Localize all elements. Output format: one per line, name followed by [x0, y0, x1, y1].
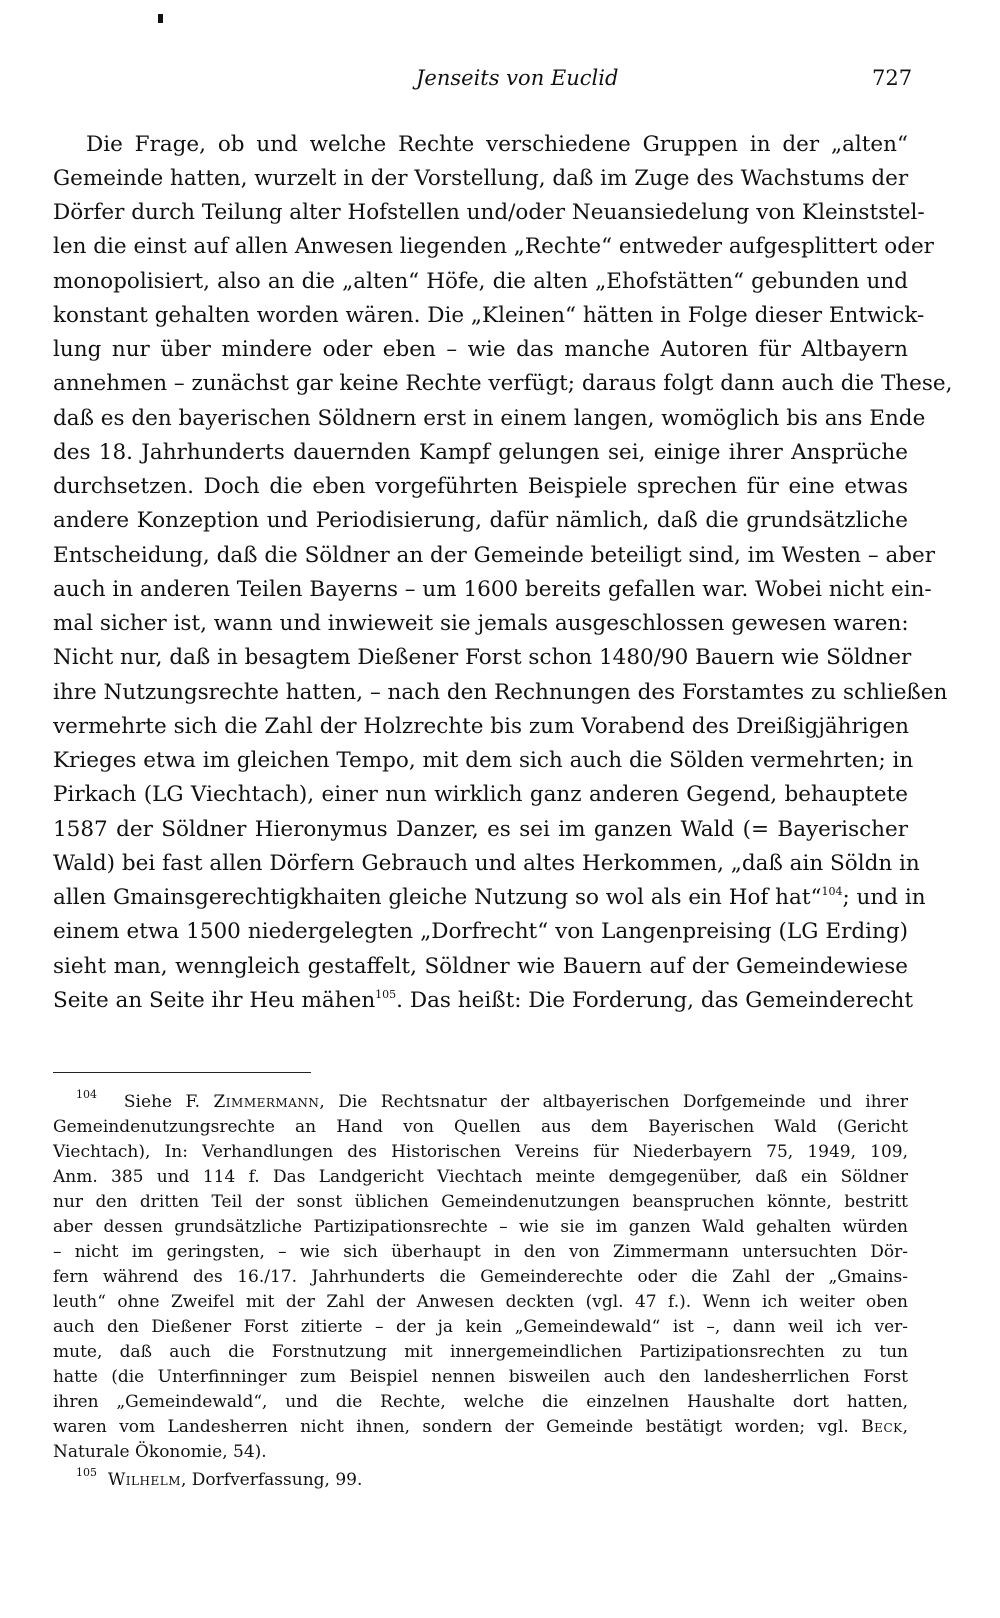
- footnote-ref-104[interactable]: 104: [821, 885, 843, 898]
- body-line: [53, 988, 914, 1013]
- body-line: vermehrte sich die Zahl der Holzrechte bis zum Vorabend des Dreißigjährigen: [53, 714, 910, 739]
- footnote-104-line: mute, daß auch die Forstnutzung mit innergemeindlichen Partizipationsrechten zu tun: [53, 1342, 908, 1362]
- body-line: konstant gehalten worden wären. Die „Kleinen“ hätten in Folge dieser Entwick-: [53, 303, 925, 328]
- running-title: Jenseits von Euclid: [416, 66, 619, 90]
- footnote-104-line: Viechtach), In: Verhandlungen des Historischen Vereins für Niederbayern 75, 1949, 109,: [53, 1142, 908, 1162]
- body-text: Seite an Seite ihr Heu mähen: [53, 988, 376, 1013]
- footnote-104-line: Gemeindenutzungsrechte an Hand von Quellen aus dem Bayerischen Wald (Gericht: [53, 1117, 908, 1137]
- body-line: lung nur über mindere oder eben – wie das manche Autoren für Altbayern: [53, 337, 908, 362]
- footnote-text: waren vom Landesherren nicht ihnen, sondern der Gemeinde bestätigt worden; vgl.: [53, 1417, 862, 1437]
- body-line: durchsetzen. Doch die eben vorgeführten Beispiele sprechen für eine etwas: [53, 474, 908, 499]
- footnote-105-line: [76, 1466, 908, 1490]
- body-text: ; und in: [842, 885, 926, 910]
- footnote-104-line: auch den Dießener Forst zitierte – der ja kein „Gemeindewald“ ist –, dann weil ich ver-: [53, 1317, 908, 1337]
- body-line: andere Konzeption und Periodisierung, dafür nämlich, daß die grundsätzliche: [53, 508, 908, 533]
- body-line: auch in anderen Teilen Bayerns – um 1600 bereits gefallen war. Wobei nicht ein-: [53, 577, 932, 602]
- body-line: einem etwa 1500 niedergelegten „Dorfrecht“ von Langenpreising (LG Erding): [53, 919, 908, 944]
- footnote-author: Beck: [861, 1417, 903, 1437]
- body-line: Entscheidung, daß die Söldner an der Gemeinde beteiligt sind, im Westen – aber: [53, 543, 936, 568]
- body-line: len die einst auf allen Anwesen liegenden „Rechte“ entweder aufgesplittert oder: [53, 234, 934, 259]
- body-line: sieht man, wenngleich gestaffelt, Söldner wie Bauern auf der Gemeindewiese: [53, 954, 908, 979]
- footnote-text: , Dorfverfassung, 99.: [180, 1470, 363, 1490]
- footnote-104-line: – nicht im geringsten, – wie sich überhaupt in den von Zimmermann untersuchten Dör-: [53, 1242, 908, 1262]
- footnote-ref-105[interactable]: 105: [375, 988, 397, 1001]
- footnote-104-line: fern während des 16./17. Jahrhunderts die Gemeinderechte oder die Zahl der „Gmains-: [53, 1267, 908, 1287]
- body-line: Wald) bei fast allen Dörfern Gebrauch und altes Herkommen, „daß ain Söldn in: [53, 851, 920, 876]
- footnote-author: Wilhelm: [107, 1470, 181, 1490]
- body-line: Gemeinde hatten, wurzelt in der Vorstellung, daß im Zuge des Wachstums der: [53, 166, 909, 191]
- footnote-author: Zimmermann: [213, 1092, 320, 1112]
- body-line: ihre Nutzungsrechte hatten, – nach den Rechnungen des Forstamtes zu schließen: [53, 680, 948, 705]
- body-line: [53, 885, 926, 910]
- footnote-104-line: ihren „Gemeindewald“, und die Rechte, welche die einzelnen Haushalte dort hatten,: [53, 1392, 908, 1412]
- body-line: annehmen – zunächst gar keine Rechte verfügt; daraus folgt dann auch die These,: [53, 371, 953, 396]
- footnote-separator: [53, 1072, 311, 1073]
- body-line: Krieges etwa im gleichen Tempo, mit dem sich auch die Sölden vermehrten; in: [53, 748, 914, 773]
- footnote-marker-104: 104: [76, 1088, 97, 1101]
- footnote-text: ,: [902, 1417, 908, 1437]
- body-line: des 18. Jahrhunderts dauernden Kampf gelungen sei, einige ihrer Ansprüche: [53, 440, 908, 465]
- footnote-104-line: nur den dritten Teil der sonst üblichen Gemeindenutzungen beanspruchen könnte, bestritt: [53, 1192, 908, 1212]
- body-line: Die Frage, ob und welche Rechte verschiedene Gruppen in der „alten“: [86, 132, 908, 157]
- footnote-104-line: [76, 1088, 908, 1112]
- body-line: Dörfer durch Teilung alter Hofstellen und/oder Neuansiedelung von Kleinststel-: [53, 200, 925, 225]
- stray-print-mark: [158, 14, 163, 23]
- body-line: monopolisiert, also an die „alten“ Höfe, die alten „Ehofstätten“ gebunden und: [53, 269, 908, 294]
- body-line: Nicht nur, daß in besagtem Dießener Forst schon 1480/90 Bauern wie Söldner: [53, 645, 912, 670]
- footnote-104-line: hatte (die Unterfinninger zum Beispiel nennen bisweilen auch den landesherrlichen Forst: [53, 1367, 908, 1387]
- footnote-104-line: aber dessen grundsätzliche Partizipationsrechte – wie sie im ganzen Wald gehalten würden: [53, 1217, 908, 1237]
- body-line: mal sicher ist, wann und inwieweit sie jemals ausgeschlossen gewesen waren:: [53, 611, 909, 636]
- body-line: Pirkach (LG Viechtach), einer nun wirklich ganz anderen Gegend, behauptete: [53, 782, 908, 807]
- footnote-104-line: leuth“ ohne Zweifel mit der Zahl der Anwesen deckten (vgl. 47 f.). Wenn ich weiter oben: [53, 1292, 908, 1312]
- body-line: 1587 der Söldner Hieronymus Danzer, es sei im ganzen Wald (= Bayerischer: [53, 817, 908, 842]
- footnote-text: , Die Rechtsnatur der altbayerischen Dorfgemeinde und ihrer: [319, 1092, 908, 1112]
- body-line: daß es den bayerischen Söldnern erst in einem langen, womöglich bis ans Ende: [53, 406, 926, 431]
- footnote-104-line: Anm. 385 und 114 f. Das Landgericht Viechtach meinte demgegenüber, daß ein Söldner: [53, 1167, 908, 1187]
- footnote-104-line: Naturale Ökonomie, 54).: [53, 1442, 267, 1462]
- footnote-marker-105: 105: [76, 1466, 97, 1479]
- footnote-text: Siehe F.: [123, 1092, 214, 1112]
- body-text: . Das heißt: Die Forderung, das Gemeinderecht: [396, 988, 914, 1013]
- page-number: 727: [872, 66, 913, 90]
- footnote-104-line: [53, 1419, 908, 1436]
- body-text: allen Gmainsgerechtigkhaiten gleiche Nutzung so wol als ein Hof hat“: [53, 885, 822, 910]
